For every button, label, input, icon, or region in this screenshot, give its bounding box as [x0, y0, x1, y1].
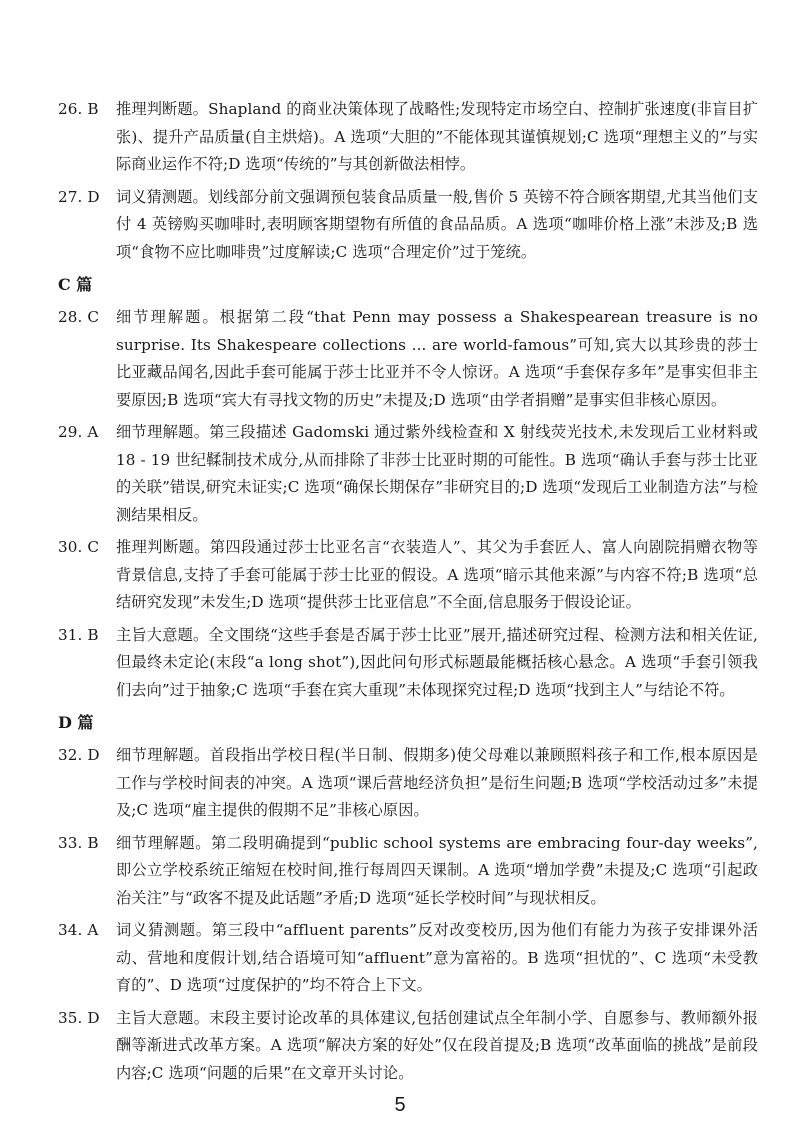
answer-number: 26. B — [58, 100, 99, 118]
answer-item-27 — [58, 184, 758, 267]
answer-item-29 — [58, 419, 758, 529]
answer-explanation: 主旨大意题。末段主要讨论改革的具体建议,包括创建试点全年制小学、自愿参与、教师额外报酬等渐进式改革方案。A 选项“解决方案的好处”仅在段首提及;B 选项“改革面临的挑战”是前段内容;C 选项“问题的后果”在文章开头讨论。 — [116, 1008, 758, 1082]
section-heading-d: D 篇 — [58, 713, 94, 732]
answer-item-34 — [58, 917, 758, 1000]
answer-number: 34. A — [58, 921, 99, 939]
answer-explanation: 细节理解题。根据第二段“that Penn may possess a Shakespearean treasure is no surprise. Its Shakespeare collections ... are world-famous”可知,宾大以其珍贵的莎士比亚藏品闻名,因此手套可能属于莎士比亚并不令人惊讶。A 选项“手套保存多年”是事实但非主要原因;B 选项“宾大有寻找文物的历史”未提及;D 选项“由学者捐赠”是事实但非核心原因。 — [116, 308, 758, 409]
answer-content — [58, 96, 758, 1092]
answer-explanation: 词义猜测题。划线部分前文强调预包装食品质量一般,售价 5 英镑不符合顾客期望,尤其当他们支付 4 英镑购买咖啡时,表明顾客期望物有所值的食品品质。A 选项“咖啡价格上涨”未涉及;B 选项“食物不应比咖啡贵”过度解读;C 选项“合理定价”过于笼统。 — [116, 187, 758, 261]
answer-number: 27. D — [58, 187, 100, 206]
answer-number: 28. C — [58, 308, 100, 326]
answer-number: 30. C — [58, 538, 100, 556]
answer-item-26 — [58, 96, 758, 179]
answer-item-31 — [58, 622, 758, 705]
section-heading-c: C 篇 — [58, 275, 93, 294]
answer-item-28 — [58, 304, 758, 414]
answer-item-35 — [58, 1005, 758, 1088]
answer-explanation: 主旨大意题。全文围绕“这些手套是否属于莎士比亚”展开,描述研究过程、检测方法和相关佐证,但最终未定论(末段“a long shot”),因此问句形式标题最能概括核心悬念。A 选项“手套引领我们去向”过于抽象;C 选项“手套在宾大重现”未体现探究过程;D 选项“找到主人”与结论不符。 — [116, 625, 758, 699]
answer-explanation: 推理判断题。Shapland 的商业决策体现了战略性;发现特定市场空白、控制扩张速度(非盲目扩张)、提升产品质量(自主烘焙)。A 选项“大胆的”不能体现其谨慎规划;C 选项“理想主义的”与实际商业运作不符;D 选项“传统的”与其创新做法相悖。 — [116, 100, 758, 173]
answer-number: 35. D — [58, 1008, 100, 1027]
answer-explanation: 细节理解题。首段指出学校日程(半日制、假期多)使父母难以兼顾照料孩子和工作,根本原因是工作与学校时间表的冲突。A 选项“课后营地经济负担”是衍生问题;B 选项“学校活动过多”未提及;C 选项“雇主提供的假期不足”非核心原因。 — [116, 746, 758, 819]
answer-explanation: 细节理解题。第二段明确提到“public school systems are embracing four-day weeks”,即公立学校系统正缩短在校时间,推行每周四天课制。A 选项“增加学费”未提及;C 选项“引起政治关注”与“政客不提及此话题”矛盾;D 选项“延长学校时间”与现状相反。 — [116, 833, 758, 907]
answer-number: 33. B — [58, 833, 99, 852]
answer-item-30 — [58, 534, 758, 617]
answer-explanation: 细节理解题。第三段描述 Gadomski 通过紫外线检查和 X 射线荧光技术,未发现后工业材料或 18 - 19 世纪鞣制技术成分,从而排除了非莎士比亚时期的可能性。B 选项“确认手套与莎士比亚的关联”错误,研究未证实;C 选项“确保长期保存”非研究目的;D 选项“发现后工业制造方法”与检测结果相反。 — [116, 423, 758, 524]
answer-item-32 — [58, 742, 758, 825]
answer-number: 31. B — [58, 625, 99, 644]
answer-explanation: 词义猜测题。第三段中“affluent parents”反对改变校历,因为他们有能力为孩子安排课外活动、营地和度假计划,结合语境可知“affluent”意为富裕的。B 选项“担忧的”、C 选项“未受教育的”、D 选项“过度保护的”均不符合上下文。 — [116, 921, 758, 994]
answer-number: 32. D — [58, 746, 100, 764]
answer-explanation: 推理判断题。第四段通过莎士比亚名言“衣装造人”、其父为手套匠人、富人向剧院捐赠衣物等背景信息,支持了手套可能属于莎士比亚的假设。A 选项“暗示其他来源”与内容不符;B 选项“总结研究发现”未发生;D 选项“提供莎士比亚信息”不全面,信息服务于假设论证。 — [116, 538, 758, 611]
answer-number: 29. A — [58, 423, 99, 441]
page-number: 5 — [394, 1094, 406, 1116]
answer-item-33 — [58, 830, 758, 913]
